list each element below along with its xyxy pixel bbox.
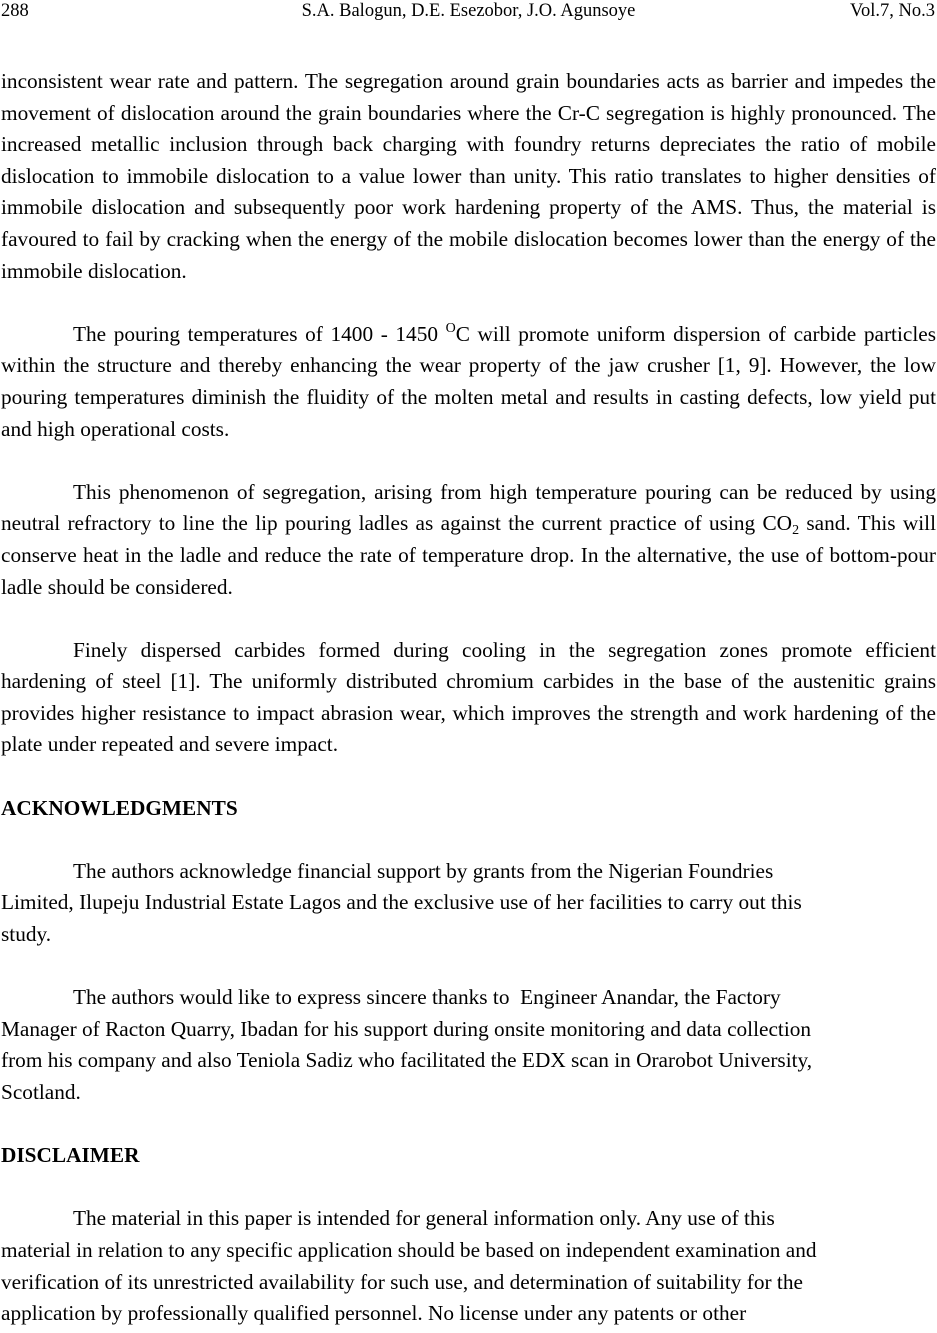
acknowledgments-paragraph-funding bbox=[1, 856, 936, 951]
page-number: 288 bbox=[1, 1, 29, 21]
text-line: Scotland. bbox=[1, 1080, 81, 1104]
paragraph-text: The pouring temperatures of 1400 - 1450 bbox=[73, 321, 446, 346]
text-line: Limited, Ilupeju Industrial Estate Lagos and the exclusive use of her facilities to carry out this bbox=[1, 890, 802, 915]
paragraph-text: This phenomenon of segregation, arising from high temperature pouring can be reduced by using neutral refractory to line the lip pouring ladles as against the current practice of using CO bbox=[1, 479, 936, 536]
paragraph-pouring-temperatures bbox=[1, 319, 936, 445]
disclaimer-heading: DISCLAIMER bbox=[1, 1143, 140, 1168]
page-body bbox=[1, 66, 936, 1330]
subscript-2: 2 bbox=[792, 523, 800, 539]
spacer bbox=[1, 1172, 936, 1204]
text-line: The authors would like to express sincere thanks to Engineer Anandar, the Factory bbox=[73, 985, 781, 1010]
running-header-authors: S.A. Balogun, D.E. Esezobor, J.O. Agunsoye bbox=[301, 1, 636, 21]
text-line: verification of its unrestricted availability for such use, and determination of suitability for the bbox=[1, 1269, 803, 1294]
journal-volume: Vol.7, No.3 bbox=[850, 1, 935, 21]
text-line: The material in this paper is intended for general information only. Any use of this bbox=[73, 1206, 775, 1231]
acknowledgments-paragraph-thanks bbox=[1, 982, 936, 1108]
acknowledgments-heading: ACKNOWLEDGMENTS bbox=[1, 795, 238, 820]
running-header bbox=[0, 0, 937, 24]
spacer bbox=[1, 603, 936, 635]
paragraph-text: C will promote uniform dispersion of carbide particles within the structure and thereby enhancing the wear property of the jaw crusher [1, 9]. However, the low pouring temperatures diminish the fluidity of the molten metal and results in casting defects, low yield put and high operational costs. bbox=[1, 321, 936, 441]
degree-superscript: O bbox=[445, 320, 456, 336]
spacer bbox=[1, 287, 936, 319]
text-line: The authors acknowledge financial support by grants from the Nigerian Foundries bbox=[73, 858, 774, 883]
spacer bbox=[1, 951, 936, 983]
text-line: study. bbox=[1, 922, 52, 947]
paragraph-text: sand. This will conserve heat in the ladle and reduce the rate of temperature drop. In the alternative, the use of bottom-pour ladle should be considered. bbox=[1, 511, 936, 599]
paragraph-segregation-phenomenon bbox=[1, 477, 936, 603]
spacer bbox=[1, 824, 936, 856]
paragraph-dispersed-carbides: Finely dispersed carbides formed during cooling in the segregation zones promote efficient hardening of steel [1]. The uniformly distributed chromium carbides in the base of the austenitic grains provides higher resistance to impact abrasion wear, which improves the strength and work hardening of the plate under repeated and severe impact. bbox=[1, 637, 936, 757]
text-line: from his company and also Teniola Sadiz who facilitated the EDX scan in Orarobot University, bbox=[1, 1048, 813, 1073]
text-line: application by professionally qualified personnel. No license under any patents or other bbox=[1, 1301, 747, 1326]
spacer bbox=[1, 1109, 936, 1141]
spacer bbox=[1, 445, 936, 477]
disclaimer-paragraph bbox=[1, 1203, 936, 1329]
text-line: Manager of Racton Quarry, Ibadan for his support during onsite monitoring and data collection bbox=[1, 1016, 812, 1041]
text-line: material in relation to any specific application should be based on independent examination and bbox=[1, 1237, 817, 1262]
paragraph-wear-rate: inconsistent wear rate and pattern. The segregation around grain boundaries acts as barrier and impedes the movement of dislocation around the grain boundaries where the Cr-C segregation is highly pronounced. The increased metallic inclusion through back charging with foundry returns depreciates the ratio of mobile dislocation to immobile dislocation to a value lower than unity. This ratio translates to higher densities of immobile dislocation and subsequently poor work hardening property of the AMS. Thus, the material is favoured to fail by cracking when the energy of the mobile dislocation becomes lower than the energy of the immobile dislocation. bbox=[1, 69, 936, 283]
spacer bbox=[1, 761, 936, 793]
